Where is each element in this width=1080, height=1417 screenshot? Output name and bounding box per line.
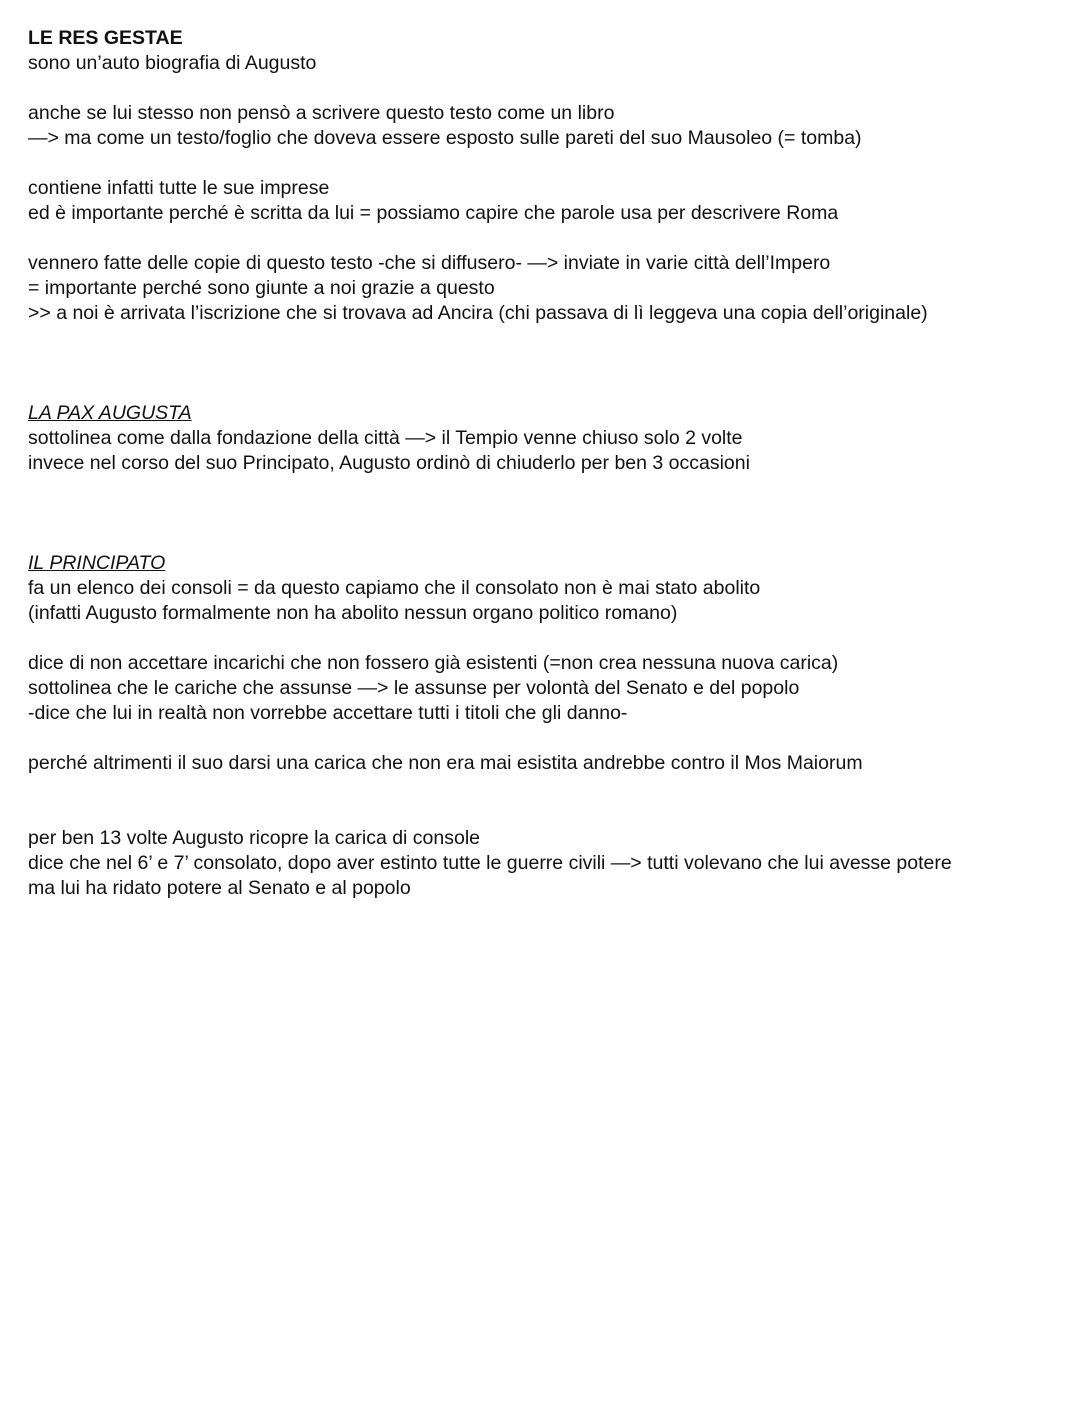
section-title-principato: IL PRINCIPATO	[28, 552, 166, 574]
text-line: —> ma come un testo/foglio che doveva essere esposto sulle pareti del suo Mausoleo (= tomba)	[28, 127, 862, 149]
text-line: fa un elenco dei consoli = da questo capiamo che il consolato non è mai stato abolito	[28, 577, 761, 599]
text-line: per ben 13 volte Augusto ricopre la carica di console	[28, 827, 481, 849]
text-line: (infatti Augusto formalmente non ha abolito nessun organo politico romano)	[28, 602, 678, 624]
text-line: dice di non accettare incarichi che non fossero già esistenti (=non crea nessuna nuova carica)	[28, 652, 839, 674]
text-line: dice che nel 6’ e 7’ consolato, dopo aver estinto tutte le guerre civili —> tutti volevano che lui avesse potere	[28, 852, 952, 874]
text-line: sottolinea che le cariche che assunse —> le assunse per volontà del Senato e del popolo	[28, 677, 800, 699]
section-title-pax-augusta: LA PAX AUGUSTA	[28, 402, 192, 424]
text-line: sono un’auto biografia di Augusto	[28, 52, 317, 74]
document-page	[28, 26, 1068, 901]
text-line: ed è importante perché è scritta da lui = possiamo capire che parole usa per descrivere Roma	[28, 202, 839, 224]
text-line: perché altrimenti il suo darsi una carica che non era mai esistita andrebbe contro il Mos Maiorum	[28, 752, 863, 774]
text-line: -dice che lui in realtà non vorrebbe accettare tutti i titoli che gli danno-	[28, 702, 628, 724]
text-line: sottolinea come dalla fondazione della città —> il Tempio venne chiuso solo 2 volte	[28, 427, 743, 449]
text-line: invece nel corso del suo Principato, Augusto ordinò di chiuderlo per ben 3 occasioni	[28, 452, 750, 474]
text-line: = importante perché sono giunte a noi grazie a questo	[28, 277, 495, 299]
text-line: vennero fatte delle copie di questo testo -che si diffusero- —> inviate in varie città dell’Impero	[28, 252, 831, 274]
text-line: contiene infatti tutte le sue imprese	[28, 177, 330, 199]
text-line: >> a noi è arrivata l’iscrizione che si trovava ad Ancira (chi passava di lì leggeva una copia dell’originale)	[28, 302, 928, 324]
text-line: anche se lui stesso non pensò a scrivere questo testo come un libro	[28, 102, 615, 124]
text-line: ma lui ha ridato potere al Senato e al popolo	[28, 877, 411, 899]
section-title-res-gestae: LE RES GESTAE	[28, 27, 183, 49]
